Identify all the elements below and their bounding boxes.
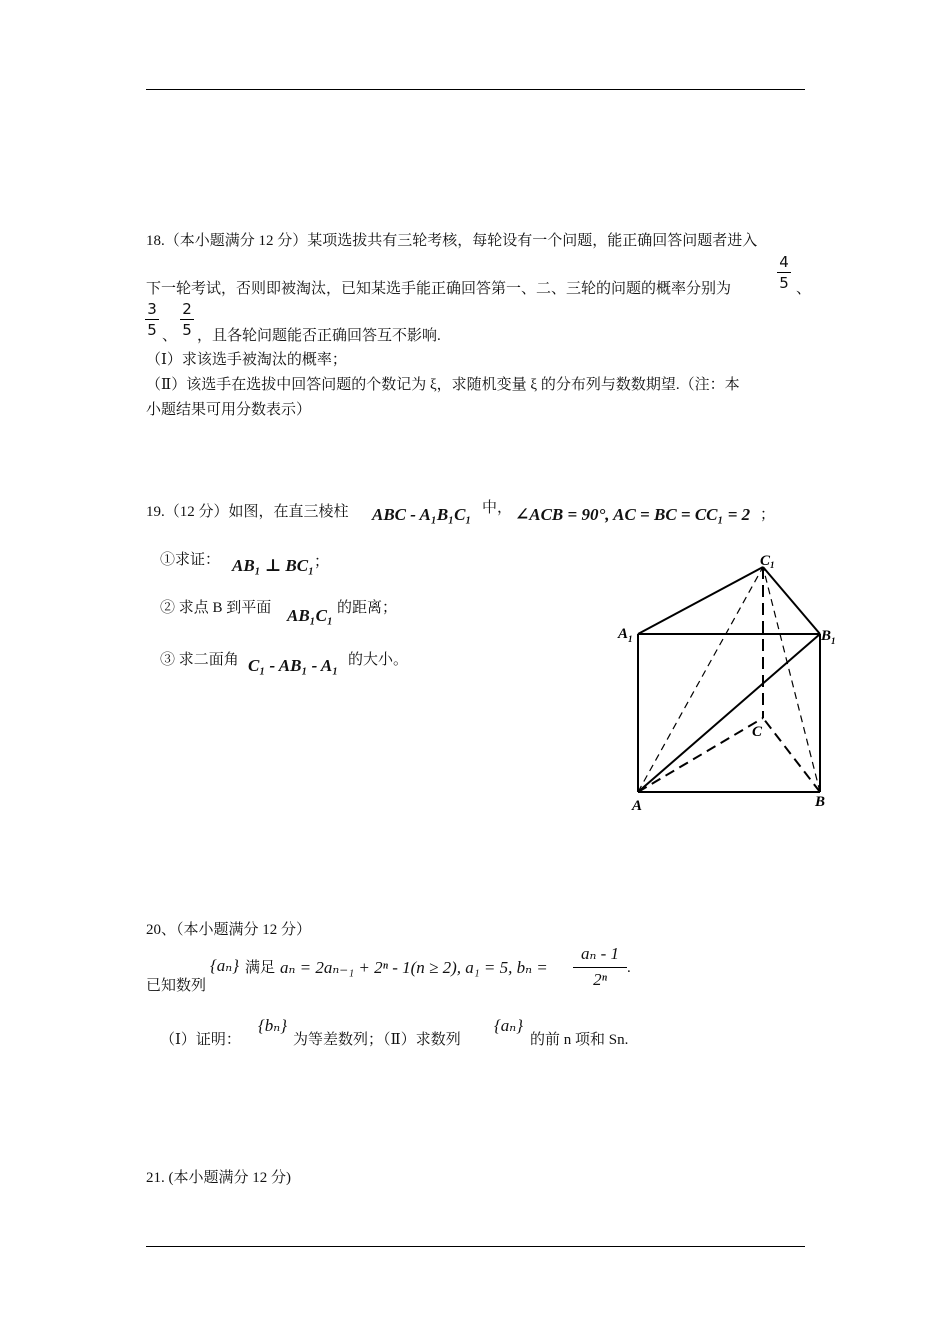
prism-figure [600,550,840,820]
q20-part1-label: （Ⅰ）证明： [160,1032,241,1048]
fraction-4-5: 4 5 [777,253,791,292]
q19-item2-math: AB₁C₁ [287,606,333,625]
edge-AC [638,718,763,792]
q20-formula: aₙ = 2aₙ₋₁ + 2ⁿ - 1(n ≥ 2), a₁ = 5, bₙ = [280,958,548,977]
q20-part1-tail: 为等差数列；（Ⅱ）求数列 [293,1032,461,1048]
q20-frac-bar [573,967,627,968]
label-A: A [632,798,643,814]
q19-item3-math: C₁ - AB₁ - A₁ [248,656,339,675]
q20-seq-a: {aₙ} [210,956,239,975]
q19-mid: 中， [482,500,513,516]
q20-seq-a-2: {aₙ} [494,1016,523,1035]
q18-part2b: 小题结果可用分数表示） [146,402,312,418]
fraction-2-5: 2 5 [180,300,194,339]
q20-seq-b: {bₙ} [258,1016,287,1035]
q20-period: . [627,960,631,976]
top-rule [146,89,805,90]
label-B1: $B_1$ [821,628,836,646]
edge-BC [763,718,820,792]
q19-condition: ∠ACB = 90°, AC = BC = CC₁ = 2 [515,505,751,524]
q18-part2a: （Ⅱ）该选手在选拔中回答问题的个数记为 ξ，求随机变量 ξ 的分布列与数数期望.（注：本 [146,377,740,393]
q19-item2-tail: 的距离； [337,600,398,616]
segment-AB1 [638,634,820,792]
q19-semi: ； [760,507,776,523]
q18-line1: 18.（本小题满分 12 分）某项选拔共有三轮考核，每轮设有一个问题，能正确回答问题者进入 [146,233,758,249]
q19-item3-tail: 的大小。 [348,652,409,668]
q19-prism: ABC - A₁B₁C₁ [372,505,472,524]
label-C1: $C_1$ [760,553,775,570]
q19-item1-tail: ； [314,554,330,570]
bottom-rule [146,1246,805,1247]
label-A1: $A_1$ [618,626,633,644]
label-C: C [752,724,763,740]
q20-known: 已知数列 [146,978,207,994]
q19-item2-label: ② 求点 B 到平面 [160,600,272,616]
q19-item1-math: AB₁ ⊥ BC₁ [232,556,315,575]
q20-title: 20、（本小题满分 12 分） [146,922,312,938]
q18-line2: 下一轮考试，否则即被淘汰，已知某选手能正确回答第一、二、三轮的问题的概率分别为 [146,281,732,297]
q20-frac-den: 2ⁿ [593,970,607,989]
q19-intro: 19.（12 分）如图，在直三棱柱 [146,504,349,520]
q19-item3-label: ③ 求二面角 [160,652,239,668]
fraction-3-5: 3 5 [145,300,159,339]
q18-line3: ，且各轮问题能否正确回答互不影响. [197,328,441,344]
q18-sep2: 、 [162,328,178,344]
q19-item1-label: ①求证： [160,552,221,568]
q21-title: 21. (本小题满分 12 分) [146,1170,291,1186]
q20-part2-tail: 的前 n 项和 Sn. [530,1032,629,1048]
q20-frac-num: aₙ - 1 [580,944,620,963]
q18-sep1: 、 [796,281,812,297]
label-B: B [815,794,826,810]
q18-part1: （Ⅰ）求该选手被淘汰的概率； [146,352,347,368]
q20-satisfy: 满足 [245,960,276,976]
